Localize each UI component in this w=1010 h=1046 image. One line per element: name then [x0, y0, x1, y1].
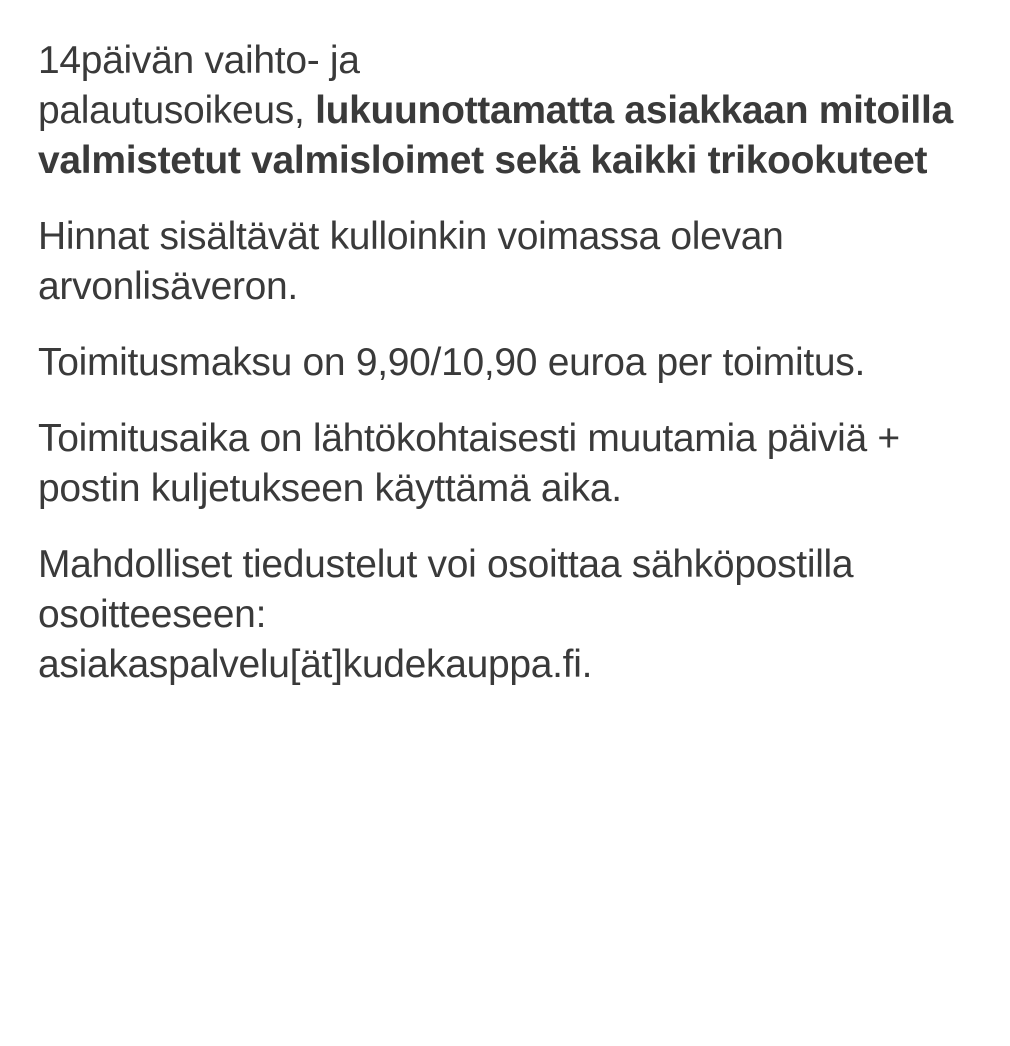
contact-text: Mahdolliset tiedustelut voi osoittaa sähköpostilla osoitteeseen:: [38, 543, 854, 636]
contact-paragraph: [38, 540, 978, 690]
delivery-time-paragraph: Toimitusaika on lähtökohtaisesti muutamia päiviä + postin kuljetukseen käyttämä aika.: [38, 417, 900, 510]
returns-line2: palautusoikeus,: [38, 89, 316, 132]
returns-exception-bold: lukuunottamatta asiakkaan mitoilla valmistetut valmisloimet sekä kaikki trikookuteet: [38, 89, 953, 182]
info-content: [38, 36, 978, 716]
delivery-fee-paragraph: Toimitusmaksu on 9,90/10,90 euroa per toimitus.: [38, 341, 866, 384]
returns-line1: 14päivän vaihto- ja: [38, 39, 360, 82]
contact-email[interactable]: asiakaspalvelu[ät]kudekauppa.fi.: [38, 643, 593, 686]
vat-paragraph: Hinnat sisältävät kulloinkin voimassa olevan arvonlisäveron.: [38, 215, 784, 308]
returns-paragraph: [38, 36, 978, 186]
